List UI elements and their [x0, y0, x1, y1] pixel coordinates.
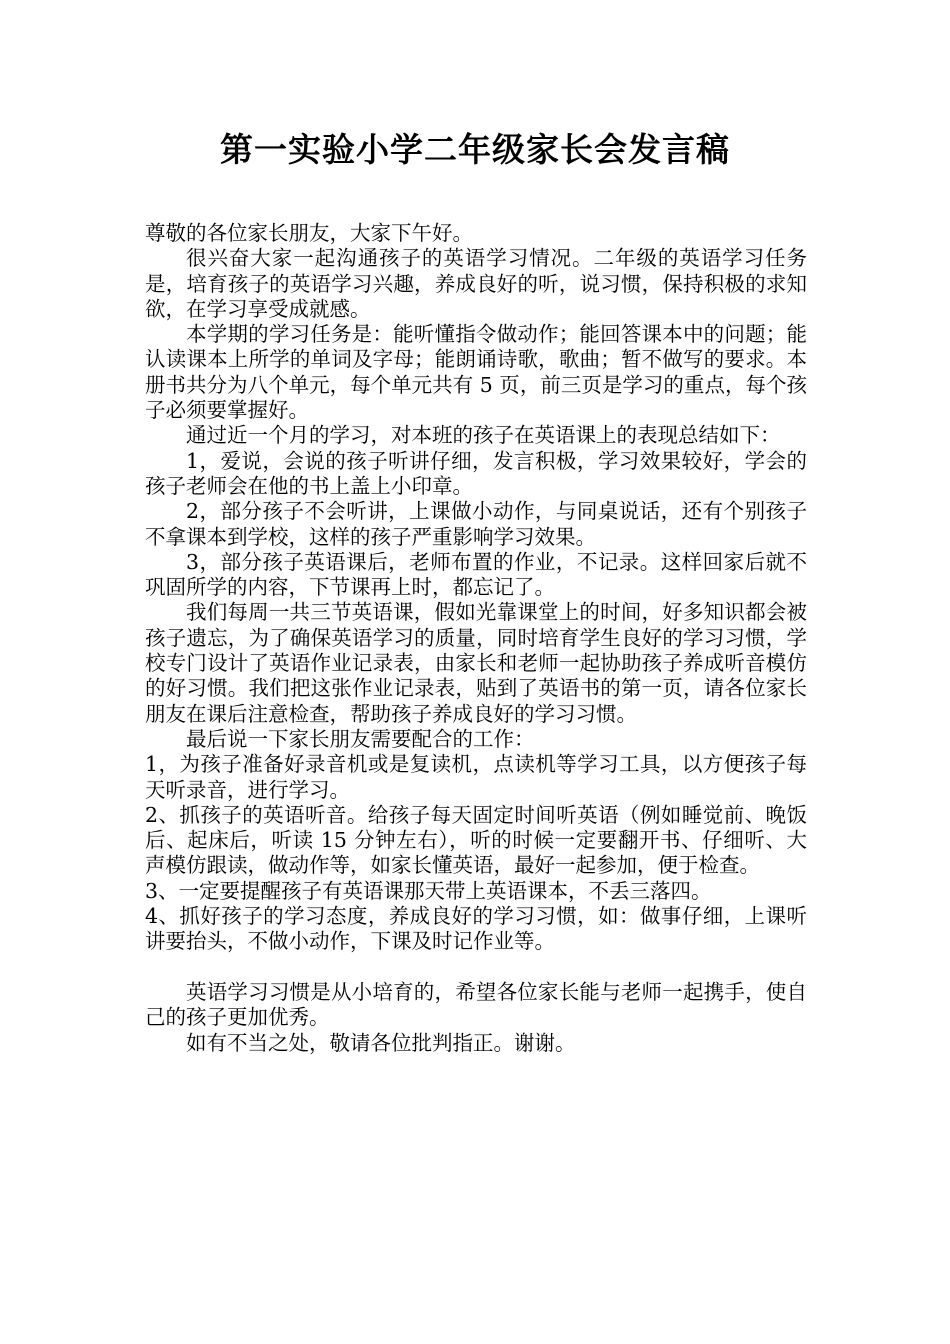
- summary-item: 3，部分孩子英语课后，老师布置的作业，不记录。这样回家后就不巩固所学的内容，下节课再上时，都忘记了。: [145, 549, 807, 600]
- body-paragraph: 最后说一下家长朋友需要配合的工作：: [186, 726, 535, 751]
- body-paragraph: 我们每周一共三节英语课，假如光靠课堂上的时间，好多知识都会被孩子遗忘，为了确保英语学习的质量，同时培育学生良好的学习习惯，学校专门设计了英语作业记录表，由家长和老师一起协助孩子养成听音模仿的好习惯。我们把这张作业记录表，贴到了英语书的第一页，请各位家长朋友在课后注意检查，帮助孩子养成良好的学习习惯。: [145, 600, 807, 726]
- greeting-paragraph: 尊敬的各位家长朋友，大家下午好。: [145, 221, 473, 245]
- document-body: [145, 221, 807, 1056]
- document-title: 第一实验小学二年级家长会发言稿: [220, 130, 730, 169]
- body-paragraph: 通过近一个月的学习，对本班的孩子在英语课上的表现总结如下：: [186, 423, 781, 448]
- body-paragraph: 很兴奋大家一起沟通孩子的英语学习情况。二年级的英语学习任务是，培育孩子的英语学习兴趣，养成良好的听，说习惯，保持积极的求知欲，在学习享受成就感。: [145, 246, 807, 321]
- summary-item: 2，部分孩子不会听讲，上课做小动作，与同桌说话，还有个别孩子不拿课本到学校，这样的孩子严重影响学习效果。: [145, 499, 807, 549]
- summary-item: 1，爱说，会说的孩子听讲仔细，发言积极，学习效果较好，学会的孩子老师会在他的书上盖上小印章。: [145, 448, 807, 498]
- closing-paragraph: 英语学习习惯是从小培育的，希望各位家长能与老师一起携手，使自己的孩子更加优秀。: [145, 979, 807, 1030]
- cooperation-item: 3、一定要提醒孩子有英语课那天带上英语课本，不丢三落四。: [145, 878, 712, 903]
- blank-line: [145, 955, 807, 980]
- body-paragraph: 本学期的学习任务是：能听懂指令做动作；能回答课本中的问题；能认读课本上所学的单词及字母；能朗诵诗歌，歌曲；暂不做写的要求。本册书共分为八个单元，每个单元共有 5 页，前三页是学习的重点，每个孩子必须要掌握好。: [145, 322, 807, 423]
- cooperation-item: 2、抓孩子的英语听音。给孩子每天固定时间听英语（例如睡觉前、晚饭后、起床后，听读 15 分钟左右），听的时候一定要翻开书、仔细听、大声模仿跟读，做动作等，如家长懂英语，最好一起参加，便于检查。: [145, 802, 807, 878]
- cooperation-item: 4、抓好孩子的学习态度，养成良好的学习习惯，如：做事仔细，上课听讲要抬头，不做小动作，下课及时记作业等。: [145, 904, 807, 954]
- closing-paragraph: 如有不当之处，敬请各位批判指正。谢谢。: [186, 1030, 576, 1055]
- cooperation-item: 1，为孩子准备好录音机或是复读机，点读机等学习工具，以方便孩子每天听录音，进行学习。: [145, 752, 807, 802]
